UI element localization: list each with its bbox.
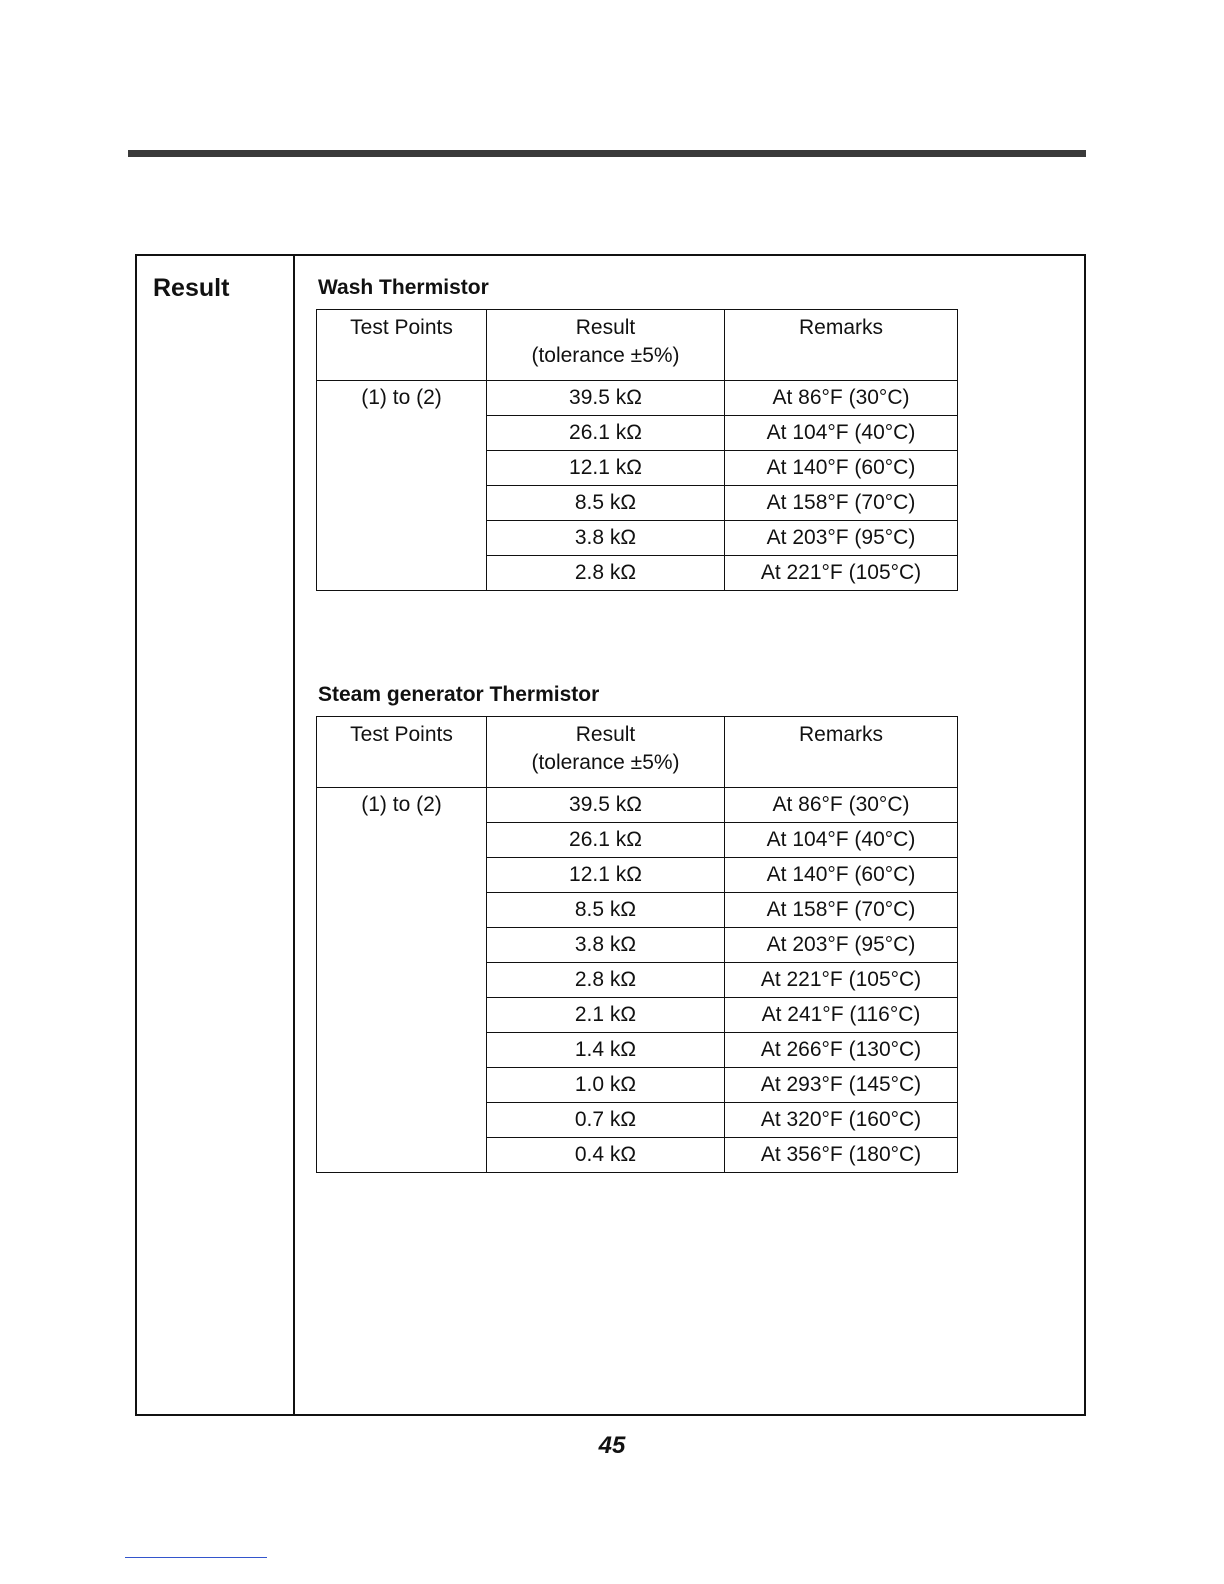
table-header-row bbox=[317, 310, 958, 381]
section-label: Result bbox=[153, 274, 230, 302]
remark-cell: At 158°F (70°C) bbox=[725, 893, 958, 928]
page-number: 45 bbox=[598, 1432, 626, 1459]
header-result bbox=[487, 310, 725, 381]
result-cell: 2.8 kΩ bbox=[487, 963, 725, 998]
top-rule bbox=[128, 150, 1086, 157]
wash-table-title: Wash Thermistor bbox=[318, 276, 489, 299]
steam-thermistor-table bbox=[316, 716, 958, 1173]
remark-cell: At 203°F (95°C) bbox=[725, 928, 958, 963]
remark-cell: At 104°F (40°C) bbox=[725, 416, 958, 451]
footer-link-underline bbox=[125, 1557, 267, 1558]
header-result-label: Result bbox=[575, 316, 636, 339]
remark-cell: At 158°F (70°C) bbox=[725, 486, 958, 521]
table-row bbox=[317, 381, 958, 416]
remark-cell: At 203°F (95°C) bbox=[725, 521, 958, 556]
header-tolerance: (tolerance ±5%) bbox=[531, 751, 680, 774]
wash-thermistor-table bbox=[316, 309, 958, 591]
result-cell: 26.1 kΩ bbox=[487, 823, 725, 858]
result-cell: 0.7 kΩ bbox=[487, 1103, 725, 1138]
result-cell: 2.8 kΩ bbox=[487, 556, 725, 591]
header-remarks: Remarks bbox=[725, 310, 958, 381]
header-test-points: Test Points bbox=[317, 310, 487, 381]
result-cell: 26.1 kΩ bbox=[487, 416, 725, 451]
column-divider bbox=[293, 256, 295, 1414]
remark-cell: At 241°F (116°C) bbox=[725, 998, 958, 1033]
header-test-points: Test Points bbox=[317, 717, 487, 788]
remark-cell: At 86°F (30°C) bbox=[725, 788, 958, 823]
remark-cell: At 266°F (130°C) bbox=[725, 1033, 958, 1068]
result-cell: 12.1 kΩ bbox=[487, 451, 725, 486]
table-header-row bbox=[317, 717, 958, 788]
result-cell: 39.5 kΩ bbox=[487, 381, 725, 416]
result-cell: 1.4 kΩ bbox=[487, 1033, 725, 1068]
result-cell: 1.0 kΩ bbox=[487, 1068, 725, 1103]
result-cell: 39.5 kΩ bbox=[487, 788, 725, 823]
result-cell: 8.5 kΩ bbox=[487, 893, 725, 928]
test-points-cell: (1) to (2) bbox=[317, 788, 487, 1173]
remark-cell: At 221°F (105°C) bbox=[725, 556, 958, 591]
result-cell: 0.4 kΩ bbox=[487, 1138, 725, 1173]
result-cell: 2.1 kΩ bbox=[487, 998, 725, 1033]
result-cell: 3.8 kΩ bbox=[487, 521, 725, 556]
remark-cell: At 86°F (30°C) bbox=[725, 381, 958, 416]
header-tolerance: (tolerance ±5%) bbox=[531, 344, 680, 367]
result-cell: 3.8 kΩ bbox=[487, 928, 725, 963]
remark-cell: At 140°F (60°C) bbox=[725, 858, 958, 893]
result-cell: 12.1 kΩ bbox=[487, 858, 725, 893]
remark-cell: At 293°F (145°C) bbox=[725, 1068, 958, 1103]
remark-cell: At 140°F (60°C) bbox=[725, 451, 958, 486]
result-frame bbox=[135, 254, 1086, 1416]
table-row bbox=[317, 788, 958, 823]
header-result bbox=[487, 717, 725, 788]
remark-cell: At 356°F (180°C) bbox=[725, 1138, 958, 1173]
header-remarks: Remarks bbox=[725, 717, 958, 788]
remark-cell: At 221°F (105°C) bbox=[725, 963, 958, 998]
header-result-label: Result bbox=[575, 723, 636, 746]
test-points-cell: (1) to (2) bbox=[317, 381, 487, 591]
remark-cell: At 104°F (40°C) bbox=[725, 823, 958, 858]
remark-cell: At 320°F (160°C) bbox=[725, 1103, 958, 1138]
result-cell: 8.5 kΩ bbox=[487, 486, 725, 521]
steam-table-title: Steam generator Thermistor bbox=[318, 683, 600, 706]
